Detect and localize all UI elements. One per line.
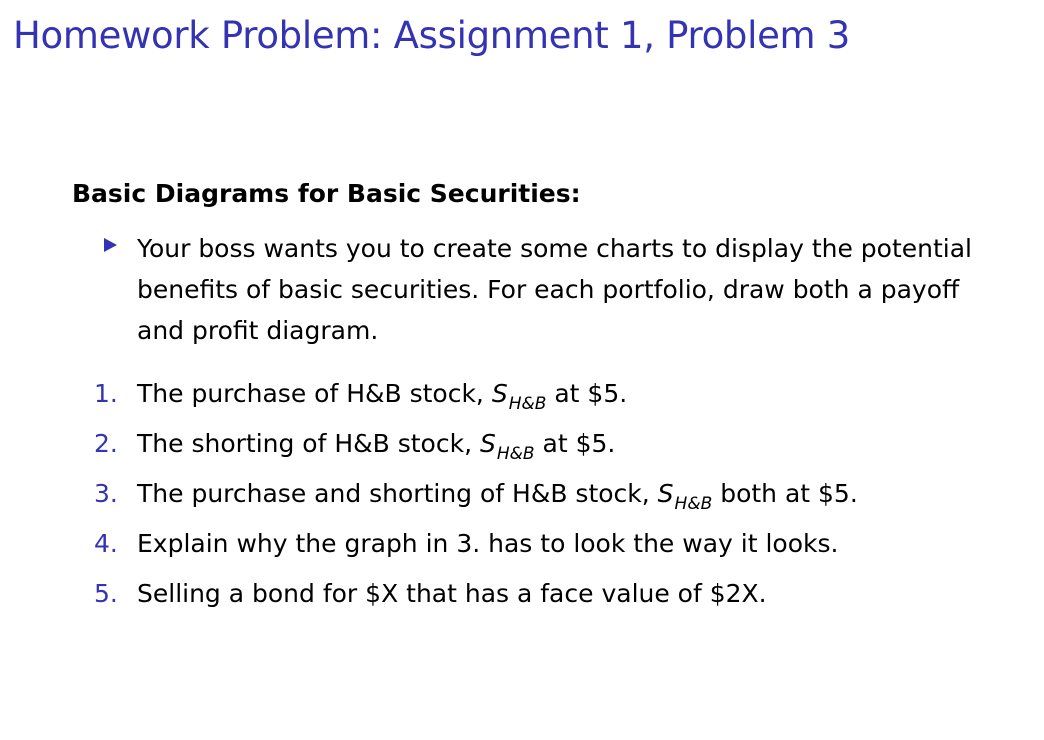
list-item-text: The purchase and shorting of H&B stock, $S_{H\&B}$ both at $5. bbox=[137, 479, 858, 514]
list-item-text: The purchase of H&B stock, $S_{H\&B}$ at $5. bbox=[137, 379, 628, 414]
bullet-text: Your boss wants you to create some charts to display the potential benefits of basic securities. For each portfolio, draw both a payoff and profit diagram. bbox=[137, 234, 972, 345]
list-item-number: 5. bbox=[94, 579, 118, 608]
slide-title: Homework Problem: Assignment 1, Problem 3 bbox=[13, 14, 851, 57]
stock-symbol: S bbox=[479, 429, 496, 458]
list-item-number: 4. bbox=[94, 529, 118, 558]
block-title: Basic Diagrams for Basic Securities: bbox=[72, 179, 581, 208]
stock-subscript: H&B bbox=[508, 394, 547, 414]
stock-symbol: S bbox=[491, 379, 508, 408]
stock-subscript: H&B bbox=[496, 444, 535, 464]
list-item-number: 2. bbox=[94, 429, 118, 458]
list-item-number: 3. bbox=[94, 479, 118, 508]
list-item-number: 1. bbox=[94, 379, 118, 408]
stock-symbol: S bbox=[657, 479, 674, 508]
list-item-text: Explain why the graph in 3. has to look the way it looks. bbox=[137, 529, 839, 558]
list-item-text: The shorting of H&B stock, $S_{H\&B}$ at $5. bbox=[137, 429, 616, 464]
list-item-text: Selling a bond for $X that has a face value of $2X. bbox=[137, 579, 767, 608]
triangle-bullet-icon bbox=[104, 238, 117, 252]
stock-subscript: H&B bbox=[674, 494, 713, 514]
